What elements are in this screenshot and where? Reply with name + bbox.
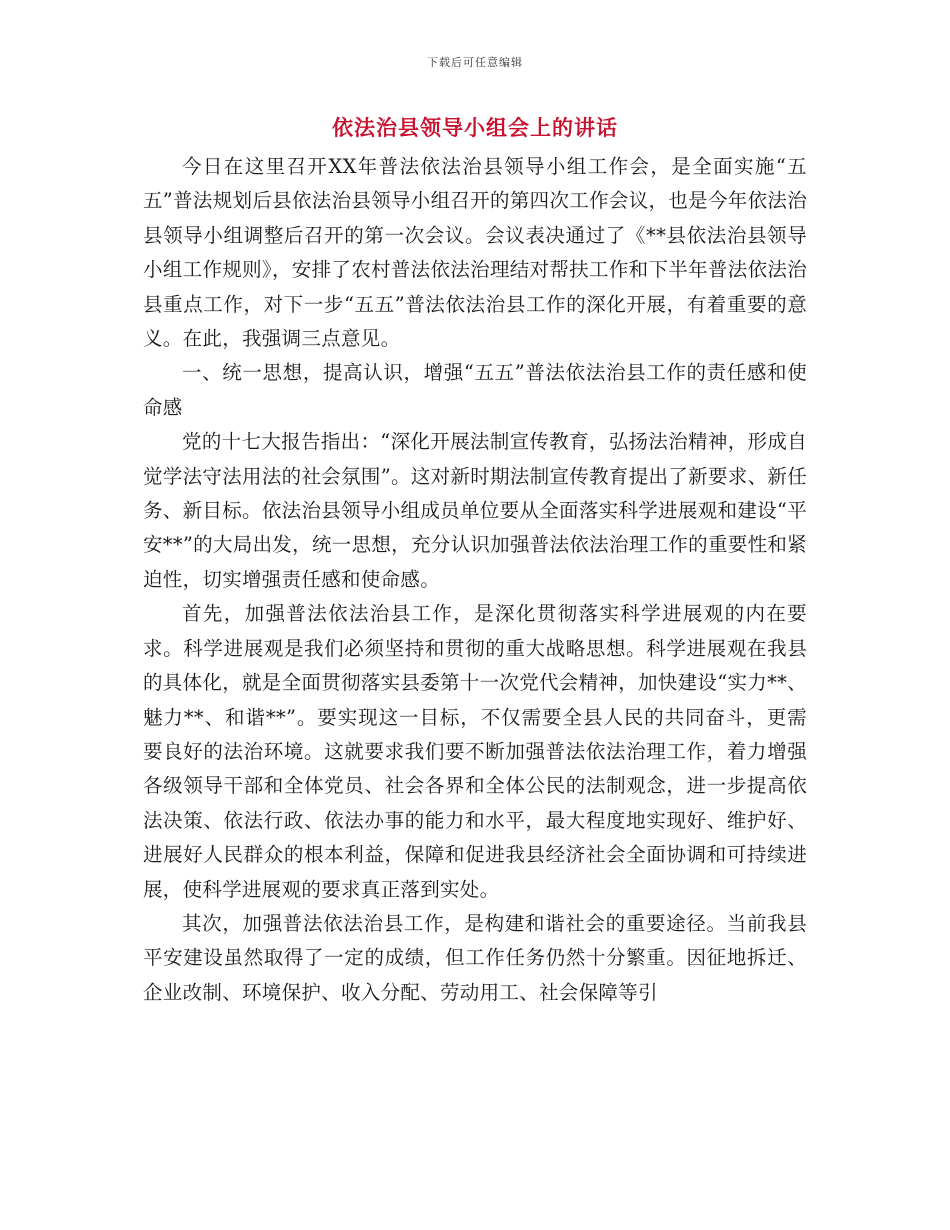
paragraph-intro: 今日在这里召开XX年普法依法治县领导小组工作会，是全面实施“五五”普法规划后县依法治县领导小组召开的第四次工作会议，也是今年依法治县领导小组调整后召开的第一次会议。会议表决通过了《**县依法治县领导小组工作规则》，安排了农村普法依法治理结对帮扶工作和下半年普法依法治县重点工作，对下一步“五五”普法依法治县工作的深化开展，有着重要的意义。在此，我强调三点意见。: [143, 155, 807, 351]
section-heading-1: 一、统一思想，提高认识，增强“五五”普法依法治县工作的责任感和使命感: [143, 361, 807, 419]
page-header: 下载后可任意编辑: [427, 56, 523, 69]
paragraph-first: 首先，加强普法依法治县工作，是深化贯彻落实科学进展观的内在要求。科学进展观是我们必须坚持和贯彻的重大战略思想。科学进展观在我县的具体化，就是全面贯彻落实县委第十一次党代会精神，加快建设“实力**、魅力**、和谐**”。要实现这一目标，不仅需要全县人民的共同奋斗，更需要良好的法治环境。这就要求我们要不断加强普法依法治理工作，着力增强各级领导干部和全体党员、社会各界和全体公民的法制观念，进一步提高依法决策、依法行政、依法办事的能力和水平，最大程度地实现好、维护好、进展好人民群众的根本利益，保障和促进我县经济社会全面协调和可持续进展，使科学进展观的要求真正落到实处。: [143, 602, 807, 901]
document-body: [143, 150, 807, 1010]
paragraph-report: 党的十七大报告指出：“深化开展法制宣传教育，弘扬法治精神，形成自觉学法守法用法的社会氛围”。这对新时期法制宣传教育提出了新要求、新任务、新目标。依法治县领导小组成员单位要从全面落实科学进展观和建设“平安**”的大局出发，统一思想，充分认识加强普法依法治理工作的重要性和紧迫性，切实增强责任感和使命感。: [143, 430, 807, 591]
document-title: 依法治县领导小组会上的讲话: [332, 115, 618, 140]
paragraph-second: 其次，加强普法依法治县工作，是构建和谐社会的重要途径。当前我县平安建设虽然取得了一定的成绩，但工作任务仍然十分繁重。因征地拆迁、企业改制、环境保护、收入分配、劳动用工、社会保障等引: [143, 911, 807, 1004]
